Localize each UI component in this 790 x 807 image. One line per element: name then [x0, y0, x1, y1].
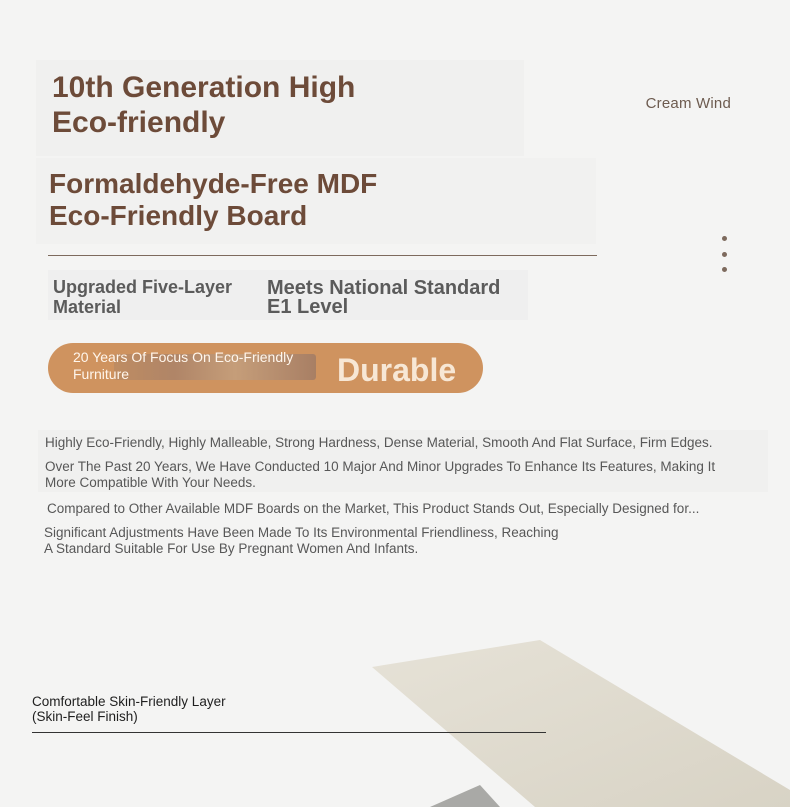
feature-e1-standard: Meets National Standard E1 Level: [267, 277, 501, 318]
brand-name: Cream Wind: [645, 95, 731, 112]
board-top-face: [372, 640, 790, 807]
more-vertical-icon[interactable]: [717, 236, 731, 272]
description-paragraph: Compared to Other Available MDF Boards on the Market, This Product Stands Out, Especially Designed for...: [47, 501, 700, 516]
layer-divider: [32, 732, 546, 733]
description-paragraph: Significant Adjustments Have Been Made To Its Environmental Friendliness, Reaching A Standard Suitable For Use By Pregnant Women And Infants.: [44, 525, 559, 556]
description-paragraph: Over The Past 20 Years, We Have Conducted 10 Major And Minor Upgrades To Enhance Its Features, Making It More Compatible With Your Needs.: [45, 459, 716, 490]
description-paragraph: Highly Eco-Friendly, Highly Malleable, Strong Hardness, Dense Material, Smooth And Flat Surface, Firm Edges.: [45, 435, 713, 450]
product-subtitle: Formaldehyde-Free MDF Eco-Friendly Board: [49, 168, 378, 231]
badge-caption: 20 Years Of Focus On Eco-Friendly Furniture: [73, 349, 294, 382]
board-edge: [430, 785, 500, 807]
menu-dot: [722, 252, 727, 257]
header-divider: [48, 255, 597, 256]
menu-dot: [722, 267, 727, 272]
feature-five-layer: Upgraded Five-Layer Material: [53, 277, 233, 317]
menu-dot: [722, 236, 727, 241]
badge-word: Durable: [337, 352, 457, 388]
layer-label: Comfortable Skin-Friendly Layer (Skin-Feel Finish): [32, 694, 226, 724]
page-title: 10th Generation High Eco-friendly: [52, 71, 356, 139]
